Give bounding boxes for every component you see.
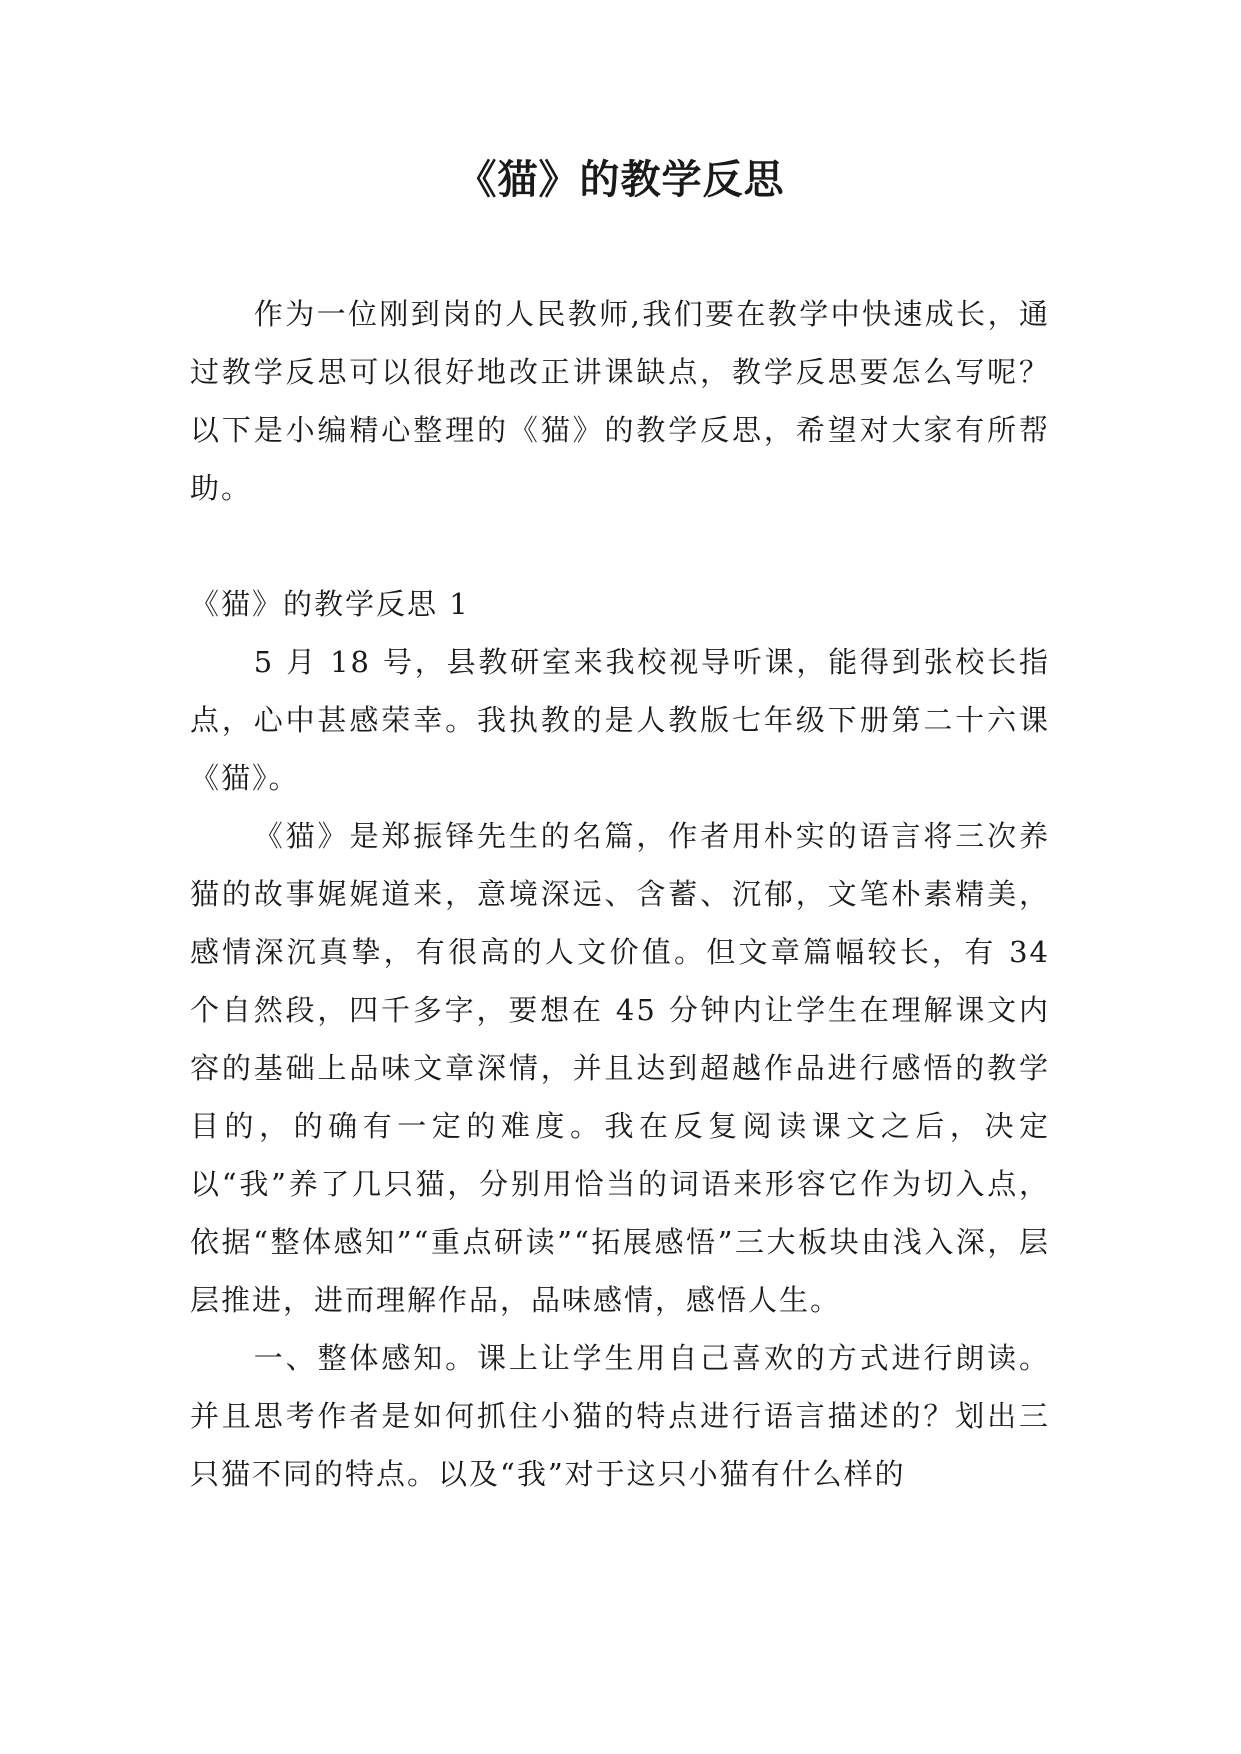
body-paragraph: 《猫》是郑振铎先生的名篇，作者用朴实的语言将三次养猫的故事娓娓道来，意境深远、含蓄、沉郁，文笔朴素精美，感情深沉真挚，有很高的人文价值。但文章篇幅较长，有 34 个自然段，四千多字，要想在 45 分钟内让学生在理解课文内容的基础上品味文章深情，并且达到超越作品进行感悟的教学目的，的确有一定的难度。我在反复阅读课文之后，决定以“我”养了几只猫，分别用恰当的词语来形容它作为切入点，依据“整体感知”“重点研读”“拓展感悟”三大板块由浅入深，层层推进，进而理解作品，品味感情，感悟人生。: [190, 819, 1050, 1317]
body-paragraph: 5 月 18 号，县教研室来我校视导听课，能得到张校长指点，心中甚感荣幸。我执教的是人教版七年级下册第二十六课《猫》。: [190, 645, 1050, 795]
intro-paragraph: 作为一位刚到岗的人民教师,我们要在教学中快速成长，通过教学反思可以很好地改正讲课缺点，教学反思要怎么写呢？以下是小编精心整理的《猫》的教学反思，希望对大家有所帮助。: [190, 297, 1050, 505]
section-heading: 《猫》的教学反思 1: [190, 587, 470, 621]
document-body: [190, 285, 1050, 1503]
body-paragraph: 一、整体感知。课上让学生用自己喜欢的方式进行朗读。并且思考作者是如何抓住小猫的特点进行语言描述的？划出三只猫不同的特点。以及“我”对于这只小猫有什么样的: [190, 1341, 1050, 1491]
document-title: 《猫》的教学反思: [456, 157, 785, 203]
